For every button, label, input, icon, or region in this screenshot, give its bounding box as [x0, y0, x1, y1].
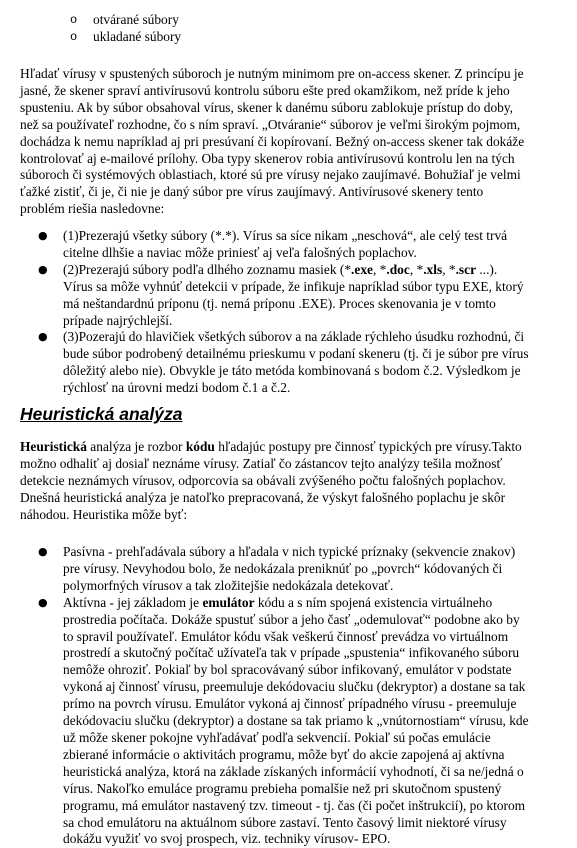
list-item	[38, 544, 543, 595]
text-line: súboroch či systémových oblastiach, ktoré sú pre vírusy nejako zaujímavé. Bohužiaľ je velmi	[20, 167, 521, 183]
text-line: Heuristická analýza je rozbor kódu hľadajúc postupy pre činnosť typických pre vírusy.Takto	[20, 439, 522, 454]
text-line: prípade najrýchlejší.	[63, 312, 173, 328]
bullet-icon: ●	[38, 262, 48, 276]
text-line: ťažké zistiť, či je, či nie je daný súbor pre vírus zaujímavý. Antivírusové skenery tento	[20, 184, 484, 200]
text-line: dôležitý alebo nie). Obvykle je táto metóda kombinovaná s bodom č.2. Výsledkom je	[63, 363, 521, 379]
text-line: Dnešná heuristická analýza je natoľko prepracovaná, že výskyt falošného poplachu je skôr	[20, 489, 506, 505]
section-heading: Heuristická analýza	[20, 404, 183, 424]
list-item	[38, 262, 543, 330]
heuristics-list	[38, 544, 543, 848]
text-line: nemôže ohroziť. Pokiaľ by bol spracovávaný súbor infikovaný, emulátor v podstate	[63, 662, 512, 678]
text-line: Aktívna - jej základom je emulátor kódu a s ním spojená existencia virtuálneho	[63, 594, 493, 610]
text-line: prostredí a skutočný počítač užívateľa tak v prípade „spustenia“ infikovaného súboru	[63, 645, 520, 661]
methods-list	[38, 228, 543, 397]
text-line: jasné, že skener spraví antivírusovú kontrolu súboru ešte pred okamžikom, než príde k jeho	[20, 82, 510, 98]
bullet-icon: ●	[38, 545, 48, 558]
text-line: už môže skener pokojne vyhľadávať podľa sekvencií. Pokiaľ sú počas emulácie	[63, 729, 491, 745]
bullet-icon: ●	[38, 330, 48, 344]
text-line: rýchlosť na úrovni medzi bodom č.1 a č.2.	[63, 380, 291, 396]
text-line: než sa používateľ rozhodne, čo s ním spraví. „Otváranie“ súborov je veľmi širokým pojmom,	[20, 116, 521, 132]
text-line: dokážu využiť vo svoj prospech, viz. techniky vírusov- EPO.	[63, 831, 391, 847]
text-line: prostredia počítača. Dokáže spustuť súbor a jeho časť „odemulovať“ podobne ako by	[63, 611, 520, 627]
list-item	[38, 228, 543, 262]
text-line: detekcie neznámych vírusov, odporcovia sa obávali zvýšeného počtu falošných poplachov.	[20, 472, 506, 488]
text-line: pre vírusy. Nevyhodou bolo, že nedokázala preniknúť po „povrch“ kódovaných či	[63, 560, 503, 576]
text-line: vykoná aj činnosť vírusu, preemuluje dekódovaciu slučku (dekryptor) a dostane sa tak	[63, 679, 526, 695]
text-line: možno odhaliť aj dosiaľ neznáme vírusy. Zatiaľ čo zástancov tejto analýzy tešila možnosť	[20, 455, 503, 471]
text-line: Hľadať vírusy v spustených súboroch je nutným minimom pre on-access skener. Z princípu je	[20, 66, 524, 81]
text-line: zbierané informácie o aktivitách programu, môže byť do akcie zapojená aj aktívna	[63, 746, 505, 762]
bullet-icon: ●	[38, 595, 48, 609]
sub-list-item: o otvárané súbory	[66, 12, 181, 29]
sub-list-item: o ukladané súbory	[66, 29, 181, 46]
text-line: citelne dlhšie a naviac môže priniesť aj veľa falošných poplachov.	[63, 244, 417, 260]
text-line: problém riešia nasledovne:	[20, 201, 165, 217]
text-line: (2)Prezerajú súbory podľa dlhého zoznamu masiek (*.exe, *.doc, *.xls, *.scr ...).	[63, 261, 498, 277]
sub-list	[66, 12, 181, 46]
text-line: heuristická analýza, ktorá na základe získaných informácií vyhodnotí, či sa ne/jedná o	[63, 763, 524, 779]
text-line: programu, má emulátor nastavený tzv. timeout - tj. čas (či počet inštrukcií), po ktorom	[63, 797, 526, 813]
text-line: bude súbor podrobený detailnému prieskumu v podaní skeneru (tj. či je súbor pre vírus	[63, 346, 529, 362]
text-line: sa chod emulátoru na aktuálnom súbore zastaví. Tento časový limit niektoré vírusy	[63, 814, 507, 830]
text-line: Pasívna - prehľadávala súbory a hľadala v nich typické príznaky (sekvencie znakov)	[63, 544, 516, 559]
text-line: spusteniu. Ak by súbor obsahoval vírus, skener k danému súboru zablokuje prístup do doby,	[20, 99, 514, 115]
list-item	[38, 595, 543, 848]
text-line: (3)Pozerajú do hlavičiek všetkých súborov a na základe rýchleho úsudku rozhodnú, či	[63, 329, 525, 345]
text-line: Vírus sa môže vyhnúť detekcii v prípade, že infikuje napríklad súbor typu EXE, ktorý	[63, 278, 524, 294]
text-line: kontrolovať aj e-mailové prílohy. Oba typy skenerov robia antivírusovú kontrolu len na tých	[20, 150, 515, 166]
text-line: (1)Prezerajú všetky súbory (*.*). Vírus sa síce nikam „neschová“, ale celý test trvá	[63, 228, 508, 243]
paragraph-heuristics	[20, 439, 560, 524]
text-line: polymorfných vírusov a tak zložitejšie nedokázala detekovať.	[63, 577, 394, 593]
paragraph-on-access	[20, 66, 560, 218]
text-line: náhodou. Heuristika môže byť:	[20, 506, 188, 522]
text-line: má neštandardnú príponu (tj. nemá príponu .EXE). Proces skenovania je v tomto	[63, 295, 496, 311]
list-item	[38, 329, 543, 397]
text-line: to spravil používateľ. Emulátor kódu však veškerú činnosť prevádza vo virtuálnom	[63, 628, 509, 644]
bullet-icon: ●	[38, 229, 48, 242]
text-line: dekódovaciu slučku (dekryptor) a dostane sa tak priamo k „vnútornostiam“ vírusu, kde	[63, 713, 529, 729]
text-line: dochádza k nemu napríklad aj pri presúvaní či kopírovaní. Bežný on-access skener tak dokáže	[20, 133, 525, 149]
text-line: vírus. Nakoľko emuláce programu prebieha pomalšie než pri skutočnom spustený	[63, 780, 502, 796]
text-line: prímo na povrch vírusu. Emulátor vykoná aj činnosť prípadného vírusu - preemuluje	[63, 696, 517, 712]
